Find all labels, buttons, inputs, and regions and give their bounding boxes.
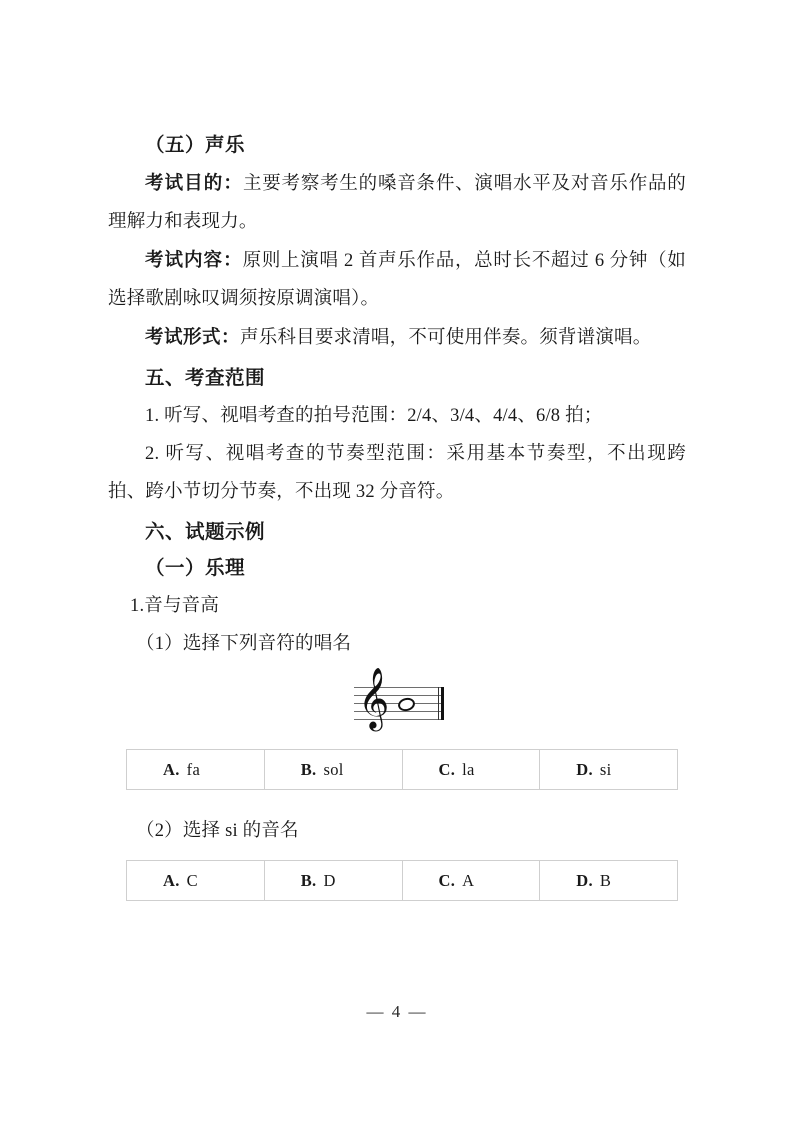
label-exam-format: 考试形式： [145,326,241,347]
text-exam-purpose: 主要考察考生的嗓音条件、演唱水平及对音乐作品的理解力和表现力。 [108,174,686,232]
option-cell-d[interactable] [540,861,678,901]
option-label: D. [576,870,593,890]
option-value: B [599,870,612,890]
section-heading-examples: 六、试题示例 [145,521,266,543]
theory-topic-1: 1.音与音高 [130,596,220,616]
question-2-options-table [126,860,678,901]
option-label: B. [300,759,317,779]
scope-item-2: 2. 听写、视唱考查的节奏型范围：采用基本节奏型，不出现跨拍、跨小节切分节奏，不出现 32 分音符。 [108,444,686,502]
treble-clef-icon: 𝄞 [358,668,390,729]
scope-item-1: 1. 听写、视唱考查的拍号范围：2/4、3/4、4/4、6/8 拍； [145,406,603,426]
text-exam-content: 原则上演唱 2 首声乐作品，总时长不超过 6 分钟（如选择歌剧咏叹调须按原调演唱）。 [108,251,686,309]
section-heading-scope: 五、考查范围 [145,367,266,389]
option-label: C. [438,870,456,890]
option-label: A. [163,759,180,779]
option-value: sol [323,759,344,779]
option-value: la [462,759,475,779]
option-label: A. [163,870,180,890]
question-1-text: （1）选择下列音符的唱名 [136,634,352,654]
section-heading-vocal: （五）声乐 [145,134,246,156]
text-exam-format: 声乐科目要求清唱，不可使用伴奏。须背谱演唱。 [240,328,652,348]
option-cell-c[interactable] [402,861,540,901]
option-value: A [462,870,475,890]
option-label: D. [576,759,593,779]
option-value: si [599,759,612,779]
page-number: — 4 — [366,1002,428,1021]
paragraph-exam-format [108,318,686,357]
option-cell-b[interactable] [264,750,402,790]
option-cell-b[interactable] [264,861,402,901]
section-heading-theory: （一）乐理 [145,557,246,579]
option-cell-c[interactable] [402,750,540,790]
page-content [108,128,686,901]
option-value: D [323,870,336,890]
barline-thick [441,687,444,720]
table-row [127,750,678,790]
barline-thin [438,687,439,720]
option-label: B. [300,870,317,890]
question-2-text: （2）选择 si 的音名 [136,821,299,841]
paragraph-exam-purpose [108,164,686,241]
option-value: fa [186,759,201,779]
option-cell-d[interactable] [540,750,678,790]
option-cell-a[interactable] [127,861,265,901]
label-exam-content: 考试内容： [145,249,243,270]
option-cell-a[interactable] [127,750,265,790]
spacer [108,790,686,812]
paragraph-exam-content [108,241,686,318]
table-row [127,861,678,901]
option-label: C. [438,759,456,779]
question-1-options-table [126,749,678,790]
option-value: C [186,870,198,890]
music-staff [354,668,444,729]
music-notation-figure [108,668,686,739]
label-exam-purpose: 考试目的： [145,172,243,193]
